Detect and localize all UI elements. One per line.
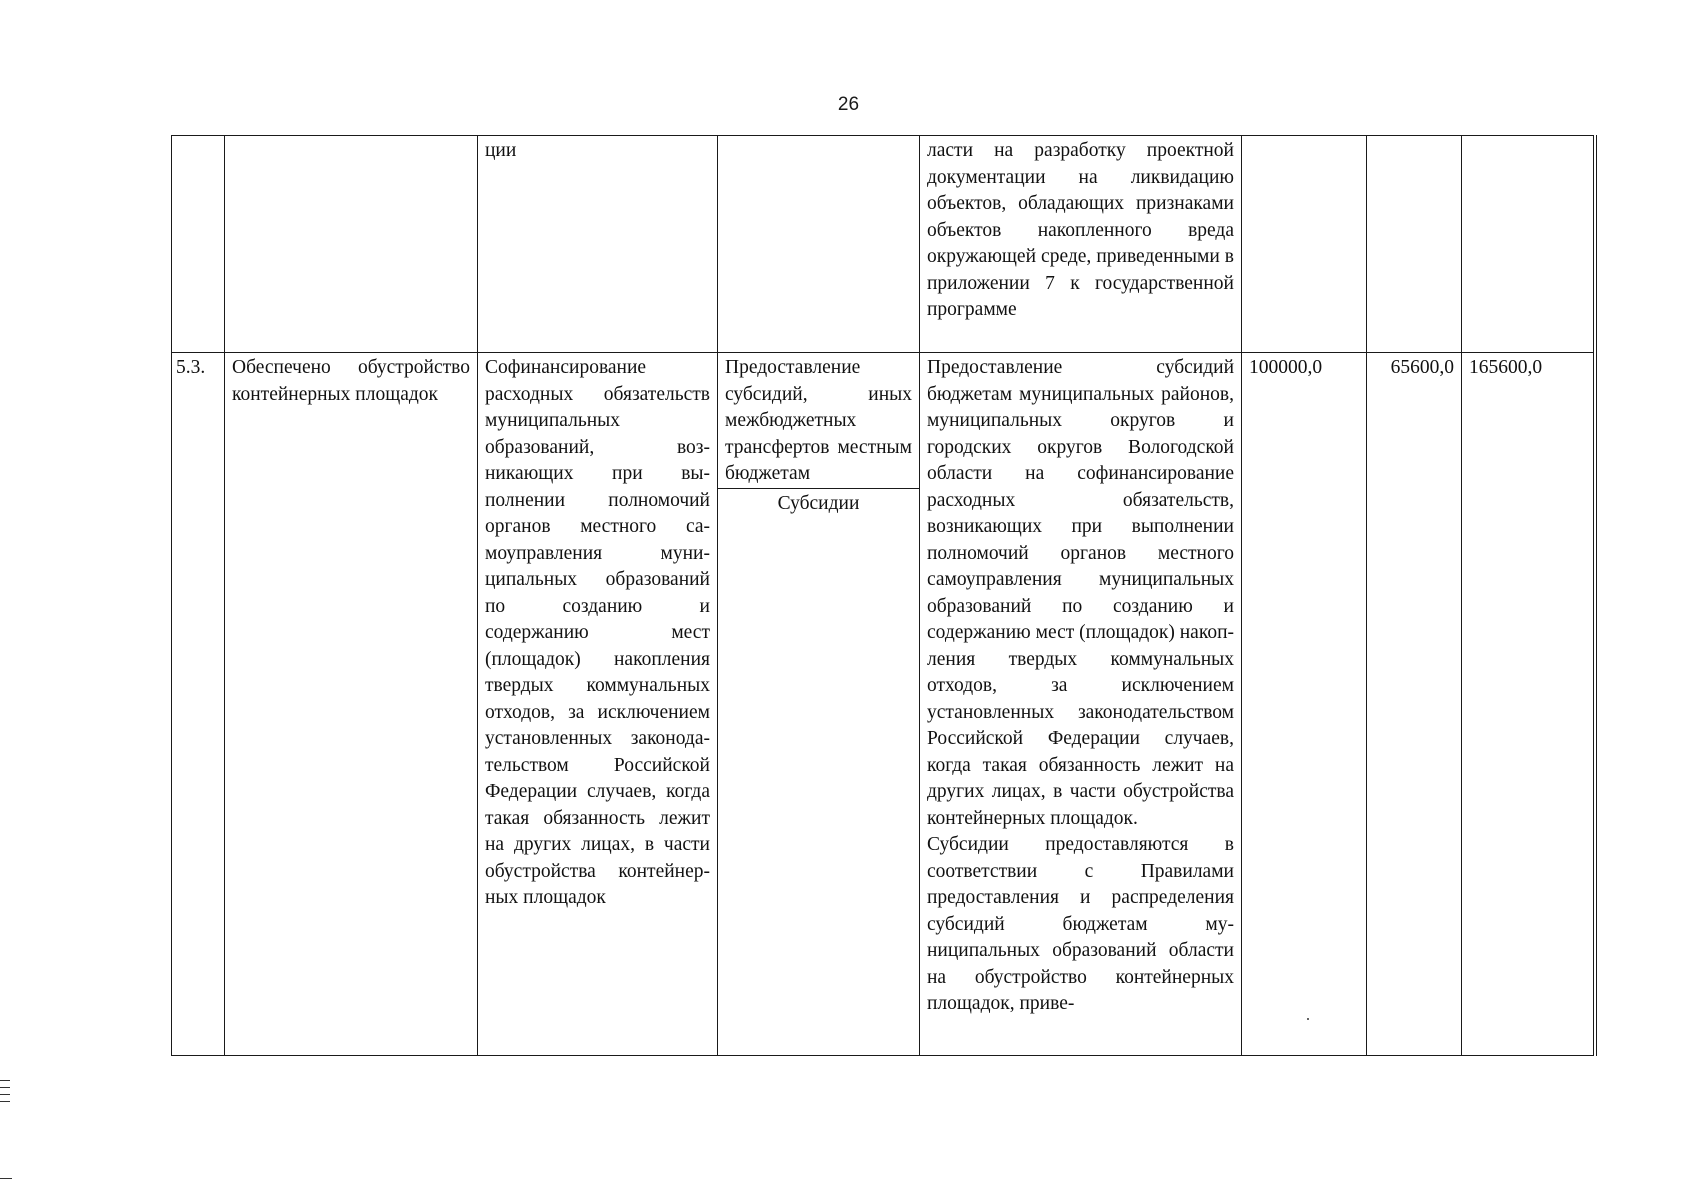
margin-marks: [0, 1080, 12, 1108]
cell-activity: ции: [478, 136, 718, 353]
cell-result: Обеспечено обустройство контейнерных площадок: [225, 353, 478, 1056]
description-paragraph-1: Предоставление субсидий бюджетам муниципальных районов, муниципальных округов и городских округов Вологодской области на софинансирование расходных обязательств, возникающих при выполнении полномочий органов местного самоуправления муниципальных образований по созданию и содержанию мест (площадок) накопления твердых коммунальных отходов, за исключением установленных законодательством Российской Федерации случаев, когда такая обязанность лежит на других лицах, в части обустройства контейнерных площадок.: [927, 357, 1234, 829]
page-number: 26: [837, 94, 860, 115]
table-row-5-3: [172, 353, 1595, 1056]
description-paragraph-2: Субсидии предоставляются в соответствии с Правилами предоставления и распределения субсидий бюджетам муниципальных образований области на обустройство контейнерных площадок, приве-: [927, 834, 1234, 1014]
cell-number: 5.3.: [172, 353, 225, 1056]
cell-description: ласти на разработку проектной документации на ликвидацию объектов, обладающих признаками объектов накопленного вреда окружающей среде, приведенными в приложении 7 к государственной программе: [920, 136, 1242, 353]
cell-mechanism: [718, 136, 920, 353]
cell-mechanism: [718, 353, 920, 1056]
margin-dash: [0, 1178, 12, 1179]
scan-artifact-dot: [1307, 1018, 1309, 1020]
cell-amount-3: 165600,0: [1462, 353, 1595, 1056]
program-table: [171, 135, 1597, 1056]
table-row-continuation: [172, 136, 1595, 353]
mechanism-text: Предоставление субсидий, иных межбюджетных трансфертов местным бюджетам: [718, 353, 919, 489]
cell-amount-1: [1242, 136, 1367, 353]
cell-number: [172, 136, 225, 353]
cell-description: [920, 353, 1242, 1056]
cell-amount-2: 65600,0: [1367, 353, 1462, 1056]
cell-amount-2: [1367, 136, 1462, 353]
cell-activity: Софинансирование расходных обязательств муниципальных образований, возникающих при выполнении полномочий органов местного самоуправления муниципальных образований по созданию и содержанию мест (площадок) накопления твердых коммунальных отходов, за исключением установленных законодательством Российской Федерации случаев, когда такая обязанность лежит на других лицах, в части обустройства контейнерных площадок: [478, 353, 718, 1056]
cell-amount-1: 100000,0: [1242, 353, 1367, 1056]
cell-result: [225, 136, 478, 353]
cell-amount-3: [1462, 136, 1595, 353]
mechanism-type: Субсидии: [777, 492, 860, 514]
